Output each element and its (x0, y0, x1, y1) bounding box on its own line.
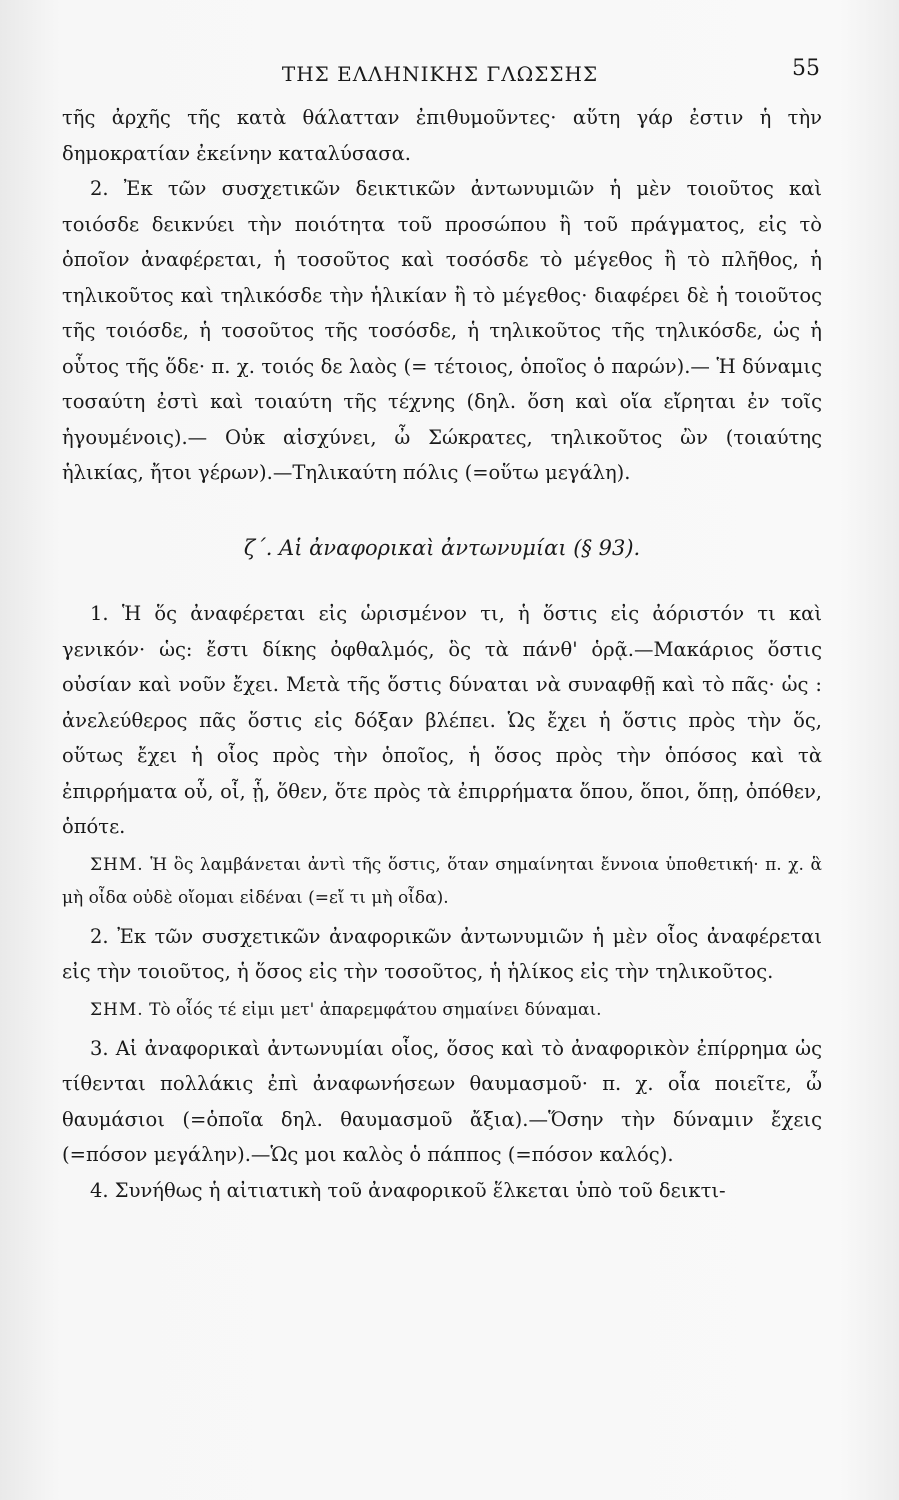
note-label: ΣΗΜ. (90, 999, 144, 1020)
paragraph-relative-pronouns-3: 3. Αἱ ἀναφορικαὶ ἀντωνυμίαι οἷος, ὅσος καὶ τὸ ἀναφορικὸν ἐπίρρημα ὡς τίθενται πολλάκις ἐπὶ ἀναφωνήσεων θαυμασμοῦ· π. χ. οἷα ποιεῖτε, ὦ θαυμάσιοι (=ὁποῖα δηλ. θαυμασμοῦ ἄξια).—Ὅσην τὴν δύναμιν ἔχεις (=πόσον μεγάλην).—Ὡς μοι καλὸς ὁ πάππος (=πόσον καλός). (62, 1036, 822, 1166)
note-text: Ἡ ὃς λαμβάνεται ἀντὶ τῆς ὅστις, ὅταν σημαίνηται ἔννοια ὑποθετική· π. χ. ἃ μὴ οἶδα οὐδὲ οἴομαι εἰδέναι (=εἴ τι μὴ οἶδα). (62, 854, 822, 908)
paragraph-relative-pronouns-2: 2. Ἐκ τῶν συσχετικῶν ἀναφορικῶν ἀντωνυμιῶν ἡ μὲν οἷος ἀναφέρεται εἰς τὴν τοιοῦτος, ἡ ὅσος εἰς τὴν τοσοῦτος, ἡ ἡλίκος εἰς τὴν τηλικοῦτος. (62, 924, 822, 983)
note-2 (62, 994, 822, 1027)
section-heading: ζ΄. Αἱ ἀναφορικαὶ ἀντωνυμίαι (§ 93). (243, 535, 641, 560)
paragraph-relative-pronouns-1: 1. Ἡ ὅς ἀναφέρεται εἰς ὡρισμένον τι, ἡ ὅστις εἰς ἀόριστόν τι καὶ γενικόν· ὡς: ἔστι δίκης ὀφθαλμός, ὃς τὰ πάνθ' ὁρᾷ.—Μακάριος ὅστις οὐσίαν καὶ νοῦν ἔχει. Μετὰ τῆς ὅστις δύναται νὰ συναφθῇ καὶ τὸ πᾶς· ὡς : ἀνελεύθερος πᾶς ὅστις εἰς δόξαν βλέπει. Ὡς ἔχει ἡ ὅστις πρὸς τὴν ὅς, οὕτως ἔχει ἡ οἷος πρὸς τὴν ὁποῖος, ἡ ὅσος πρὸς τὴν ὁπόσος καὶ τὰ ἐπιρρήματα οὗ, οἷ, ᾗ, ὅθεν, ὅτε πρὸς τὰ ἐπιρρήματα ὅπου, ὅποι, ὅπῃ, ὁπόθεν, ὁπότε. (62, 602, 822, 838)
paragraph-continuation: τῆς ἀρχῆς τῆς κατὰ θάλατταν ἐπιθυμοῦντες· αὕτη γάρ ἐστιν ἡ τὴν δημοκρατίαν ἐκείνην καταλύσασα. (62, 106, 822, 165)
paragraph-relative-pronouns-4: 4. Συνήθως ἡ αἰτιατικὴ τοῦ ἀναφορικοῦ ἕλκεται ὑπὸ τοῦ δεικτι- (90, 1178, 726, 1202)
paragraph-demonstrative-pronouns: 2. Ἐκ τῶν συσχετικῶν δεικτικῶν ἀντωνυμιῶν ἡ μὲν τοιοῦτος καὶ τοιόσδε δεικνύει τὴν ποιότητα τοῦ προσώπου ἢ τοῦ πράγματος, εἰς τὸ ὁποῖον ἀναφέρεται, ἡ τοσοῦτος καὶ τοσόσδε τὸ μέγεθος ἢ τὸ πλῆθος, ἡ τηλικοῦτος καὶ τηλικόσδε τὴν ἡλικίαν ἢ τὸ μέγεθος· διαφέρει δὲ ἡ τοιοῦτος τῆς τοιόσδε, ἡ τοσοῦτος τῆς τοσόσδε, ἡ τηλικοῦτος τῆς τηλικόσδε, ὡς ἡ οὗτος τῆς ὅδε· π. χ. τοιός δε λαὸς (= τέτοιος, ὁποῖος ὁ παρών).— Ἡ δύναμις τοσαύτη ἐστὶ καὶ τοιαύτη τῆς τέχνης (δηλ. ὅση καὶ οἵα εἴρηται ἐν τοῖς ἡγουμένοις).— Οὐκ αἰσχύνει, ὦ Σώκρατες, τηλικοῦτος ὢν (τοιαύτης ἡλικίας, ἤτοι γέρων).—Τηλικαύτη πόλις (=οὕτω μεγάλη). (62, 177, 822, 484)
page-body (62, 100, 822, 1208)
note-text: Τὸ οἷός τέ εἰμι μετ' ἀπαρεμφάτου σημαίνει δύναμαι. (149, 999, 602, 1020)
note-label: ΣΗΜ. (90, 854, 144, 875)
page-number: 55 (792, 56, 820, 81)
note-1 (62, 849, 822, 915)
page-header (60, 56, 820, 92)
running-title: ΤΗΣ ΕΛΛΗΝΙΚΗΣ ΓΛΩΣΣΗΣ (281, 62, 599, 86)
